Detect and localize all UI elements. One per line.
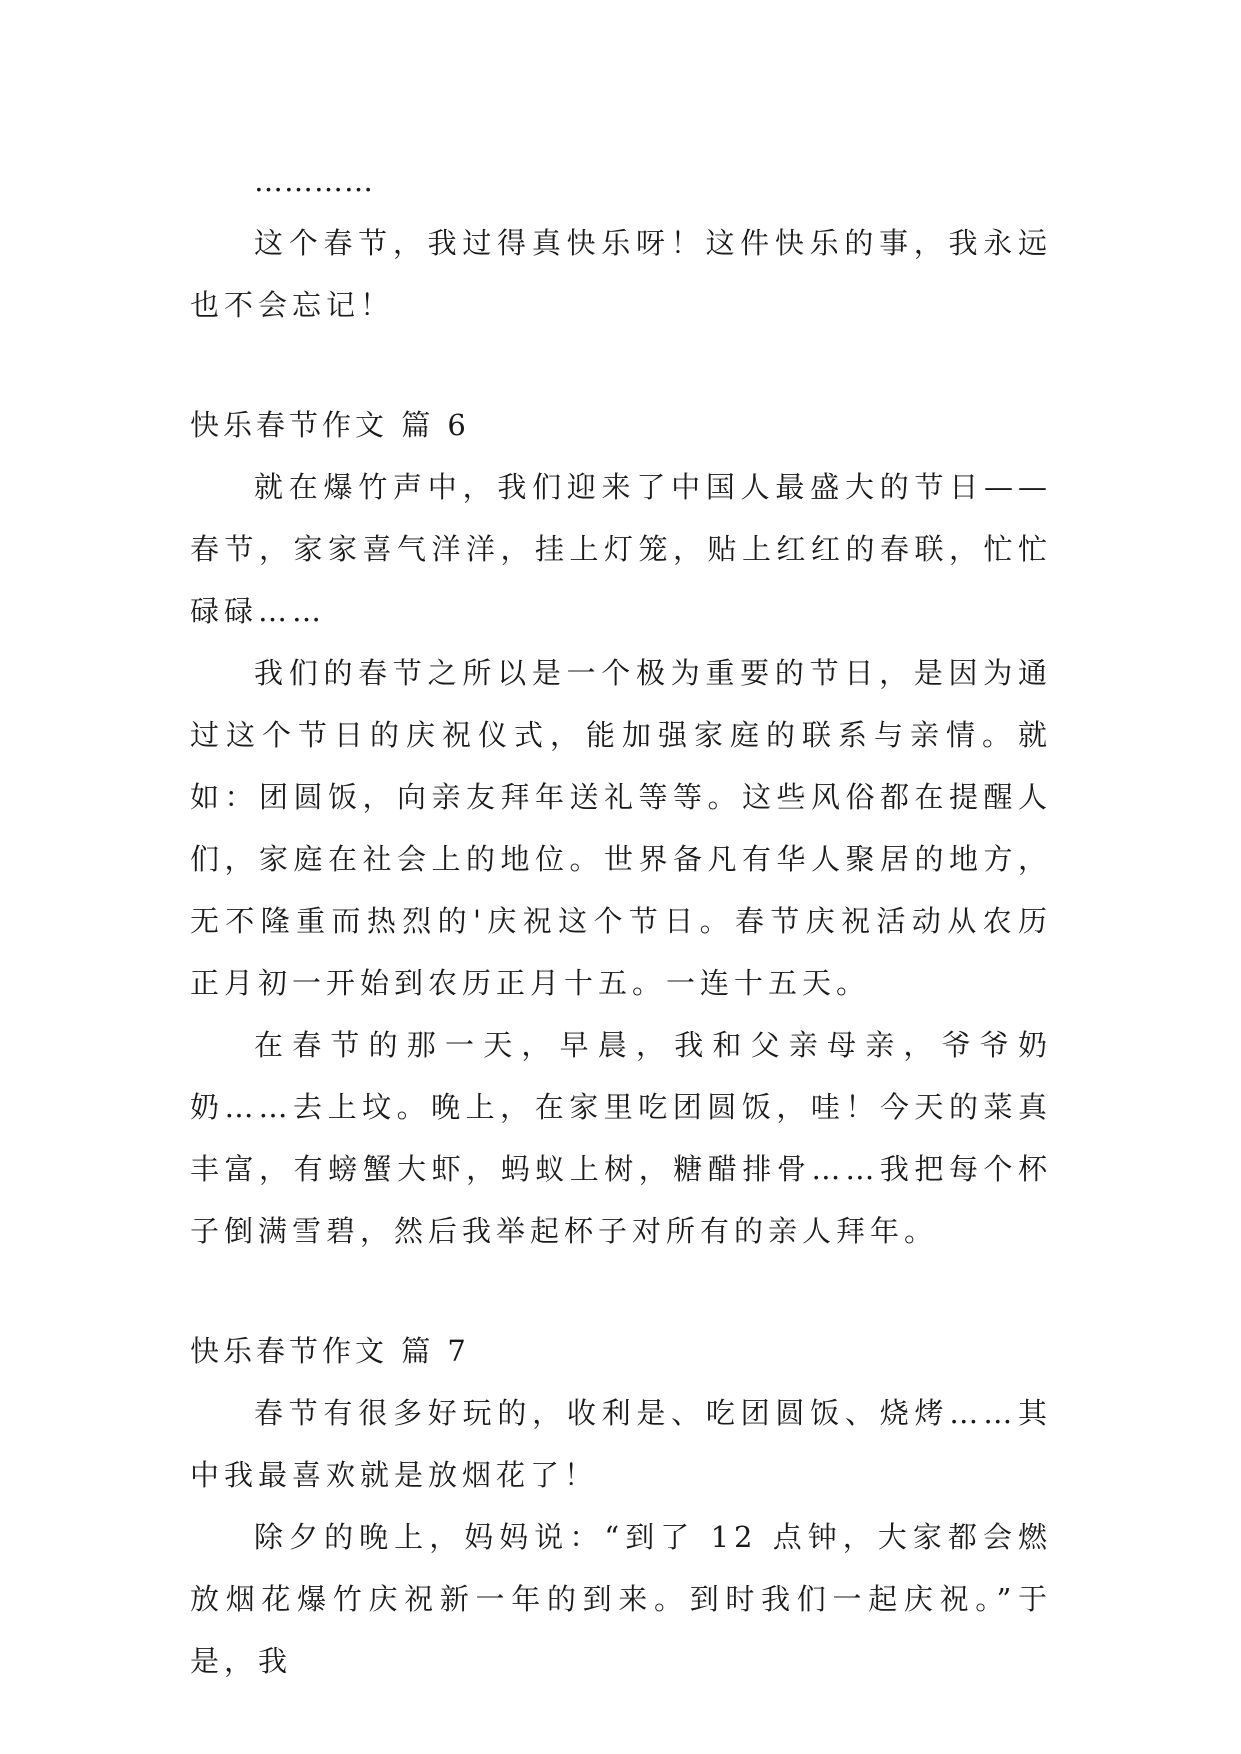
section-7-heading: 快乐春节作文 篇 7 <box>190 1334 470 1368</box>
section-gap <box>190 336 1052 394</box>
section-6-heading: 快乐春节作文 篇 6 <box>190 408 470 442</box>
section-6-paragraph-2: 我们的春节之所以是一个极为重要的节日，是因为通过这个节日的庆祝仪式，能加强家庭的联系与亲情。就如：团圆饭，向亲友拜年送礼等等。这些风俗都在提醒人们，家庭在社会上的地位。世界备凡有华人聚居的地方，无不隆重而热烈的'庆祝这个节日。春节庆祝活动从农历正月初一开始到农历正月十五。一连十五天。 <box>190 656 1052 1000</box>
section-6-paragraph-3: 在春节的那一天，早晨，我和父亲母亲，爷爷奶奶……去上坟。晚上，在家里吃团圆饭，哇！今天的菜真丰富，有螃蟹大虾，蚂蚁上树，糖醋排骨……我把每个杯子倒满雪碧，然后我举起杯子对所有的亲人拜年。 <box>190 1028 1052 1248</box>
section-7-paragraph-2: 除夕的晚上，妈妈说：“到了 12 点钟，大家都会燃放烟花爆竹庆祝新一年的到来。到时我们一起庆祝。”于是，我 <box>190 1520 1052 1678</box>
section-7-paragraph-1: 春节有很多好玩的，收利是、吃团圆饭、烧烤……其中我最喜欢就是放烟花了！ <box>190 1396 1052 1492</box>
ellipsis-line: ………… <box>254 164 374 198</box>
closing-paragraph: 这个春节，我过得真快乐呀！这件快乐的事，我永远也不会忘记！ <box>190 226 1052 322</box>
section-gap <box>190 1262 1052 1320</box>
document-page <box>190 150 1052 1692</box>
section-6-paragraph-1: 就在爆竹声中，我们迎来了中国人最盛大的节日——春节，家家喜气洋洋，挂上灯笼，贴上红红的春联，忙忙碌碌…… <box>190 470 1052 628</box>
